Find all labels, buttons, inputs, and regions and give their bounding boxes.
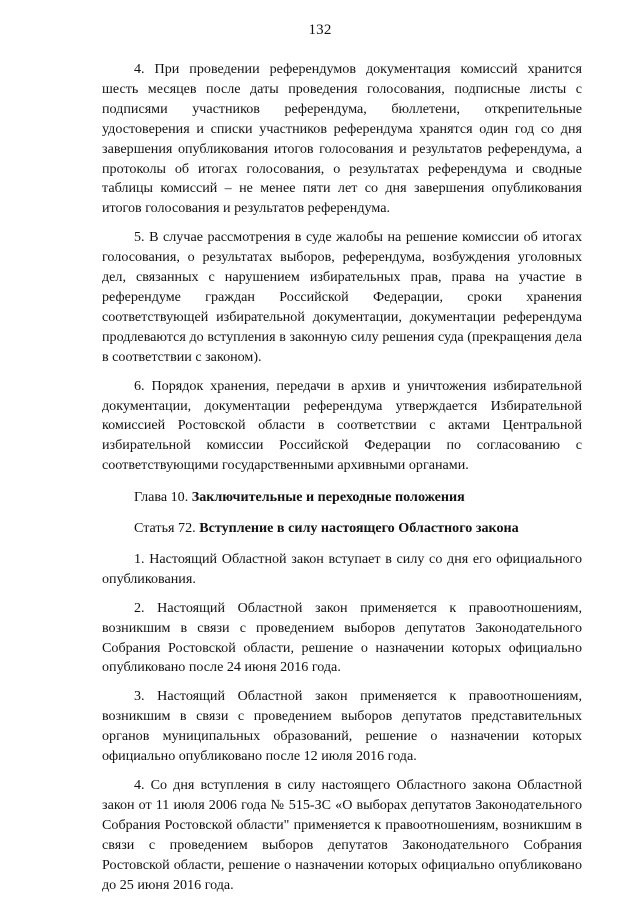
paragraph-6-storage-order: 6. Порядок хранения, передачи в архив и уничтожения избирательной документации, документации референдума утверждается Избирательной комиссией Ростовской области в соответствии с актами Центральной избирательной комиссии Российской Федерации по согласованию с соответствующими государственными архивными органами. bbox=[102, 377, 582, 474]
article-label: Статья 72. bbox=[134, 520, 196, 537]
chapter-title: Заключительные и переходные положения bbox=[191, 489, 465, 506]
paragraph-4-retention: 4. При проведении референдумов документация комиссий хранится шесть месяцев после даты проведения голосования, подписные листы с подписями участников референдума, бюллетени, открепительные удостоверения и списки участников референдума хранятся один год со дня завершения опубликования итогов голосования и результатов референдума, а протоколы об итогах голосования, о результатах референдума и сводные таблицы комиссий – не менее пяти лет со дня завершения опубликования итогов голосования и результатов референдума. bbox=[102, 61, 582, 217]
article-paragraph-4: 4. Со дня вступления в силу настоящего Областного закона Областной закон от 11 июля 2006 года № 515-ЗС «О выборах депутатов Законодательного Собрания Ростовской области" применяется к правоотношениям, возникшим в связи с проведением выборов депутатов Законодательного Собрания Ростовской области, решение о назначении которых официально опубликовано до 25 июня 2016 года. bbox=[102, 777, 582, 893]
article-title: Вступление в силу настоящего Областного закона bbox=[199, 520, 519, 537]
article-paragraph-1: 1. Настоящий Областной закон вступает в силу со дня его официального опубликования. bbox=[102, 550, 582, 587]
paragraph-5-court-appeal: 5. В случае рассмотрения в суде жалобы на решение комиссии об итогах голосования, о результатах выборов, референдума, возбуждения уголовных дел, связанных с нарушением избирательных прав, права на участие в референдуме граждан Российской Федерации, сроки хранения соответствующей избирательной документации, документации референдума продлеваются до вступления в законную силу решения суда (прекращения дела в соответствии с законом). bbox=[102, 229, 582, 365]
page-number: 132 bbox=[308, 22, 332, 38]
article-paragraph-3: 3. Настоящий Областной закон применяется к правоотношениям, возникшим в связи с проведением выборов депутатов представительных органов муниципальных образований, решение о назначении которых официально опубликовано после 12 июля 2016 года. bbox=[102, 688, 582, 765]
article-heading bbox=[102, 519, 582, 539]
document-body bbox=[102, 60, 582, 904]
article-paragraph-2: 2. Настоящий Областной закон применяется к правоотношениям, возникшим в связи с проведением выборов депутатов Законодательного Собрания Ростовской области, решение о назначении которых официально опубликовано после 24 июня 2016 года. bbox=[102, 599, 582, 676]
chapter-label: Глава 10. bbox=[134, 489, 189, 506]
chapter-heading bbox=[102, 488, 582, 508]
